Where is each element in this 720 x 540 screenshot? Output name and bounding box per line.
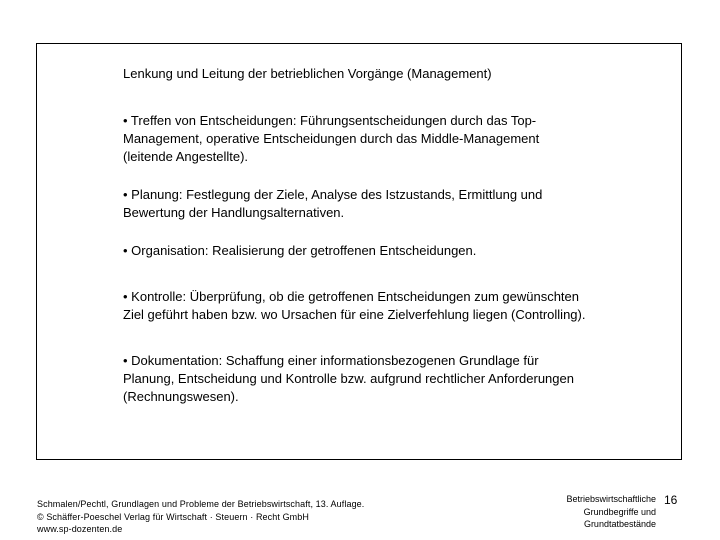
citation-line-book: Schmalen/Pechtl, Grundlagen und Probleme der Betriebswirtschaft, 13. Auflage. xyxy=(37,499,365,509)
footer-citation xyxy=(37,498,364,536)
section-line-3: Grundtatbestände xyxy=(583,519,656,529)
bullet-decisions: • Treffen von Entscheidungen: Führungsentscheidungen durch das Top- Management, operative Entscheidungen durch das Middle-Management (leitende Angestellte). xyxy=(123,113,540,164)
footer-section-title xyxy=(550,493,656,531)
bullet-documentation: • Dokumentation: Schaffung einer informationsbezogenen Grundlage für Planung, Entscheidung und Kontrolle bzw. aufgrund rechtlicher Anforderungen (Rechnungswesen). xyxy=(123,353,574,404)
slide-frame xyxy=(36,43,682,460)
section-line-2: Grundbegriffe und xyxy=(583,506,656,517)
bullet-organisation: • Organisation: Realisierung der getroffenen Entscheidungen. xyxy=(123,243,477,258)
bullet-planning: • Planung: Festlegung der Ziele, Analyse des Istzustands, Ermittlung und Bewertung der Handlungsalternativen. xyxy=(123,187,543,220)
slide-title: Lenkung und Leitung der betrieblichen Vorgänge (Management) xyxy=(123,66,492,81)
section-line-1: Betriebswirtschaftliche xyxy=(566,494,656,504)
bullet-control: • Kontrolle: Überprüfung, ob die getroffenen Entscheidungen zum gewünschten Ziel geführt haben bzw. wo Ursachen für eine Zielverfehlung liegen (Controlling). xyxy=(123,289,586,322)
citation-line-website: www.sp-dozenten.de xyxy=(37,524,123,534)
page-number: 16 xyxy=(664,493,678,507)
citation-line-publisher: © Schäffer-Poeschel Verlag für Wirtschaft · Steuern · Recht GmbH xyxy=(37,511,309,522)
bullet-list xyxy=(123,112,633,426)
